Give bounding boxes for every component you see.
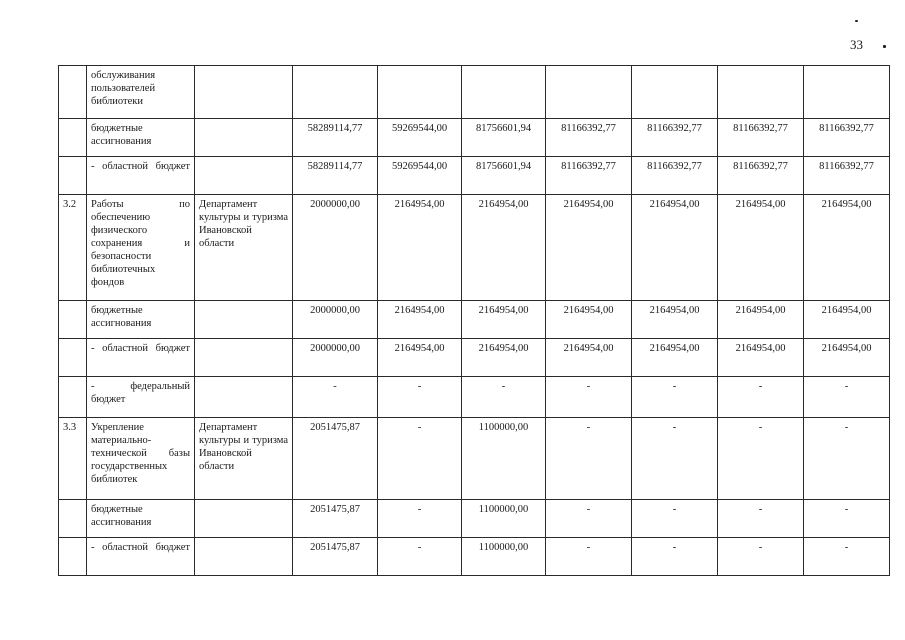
- row-number-cell: [59, 66, 87, 119]
- executor-cell: [195, 119, 293, 157]
- value-cell: 2000000,00: [293, 195, 378, 301]
- value-cell: 81166392,77: [804, 157, 890, 195]
- table-row: [59, 157, 890, 195]
- value-cell: 81756601,94: [462, 157, 546, 195]
- value-cell: -: [804, 418, 890, 500]
- value-cell: [632, 66, 718, 119]
- row-name-cell: - областной бюджет: [87, 339, 195, 377]
- row-number-cell: 3.2: [59, 195, 87, 301]
- value-cell: 81166392,77: [546, 119, 632, 157]
- value-cell: 2164954,00: [804, 195, 890, 301]
- row-number-cell: [59, 339, 87, 377]
- value-cell: 2164954,00: [546, 339, 632, 377]
- value-cell: -: [378, 377, 462, 418]
- table-row: [59, 500, 890, 538]
- executor-cell: [195, 157, 293, 195]
- executor-cell: Департамент культуры и туризма Ивановской области: [195, 418, 293, 500]
- value-cell: -: [632, 377, 718, 418]
- value-cell: [293, 66, 378, 119]
- value-cell: -: [632, 500, 718, 538]
- value-cell: 2164954,00: [632, 339, 718, 377]
- executor-cell: Департамент культуры и туризма Ивановской области: [195, 195, 293, 301]
- row-number-cell: [59, 119, 87, 157]
- table-row: [59, 339, 890, 377]
- value-cell: 2051475,87: [293, 418, 378, 500]
- value-cell: 58289114,77: [293, 119, 378, 157]
- value-cell: 59269544,00: [378, 119, 462, 157]
- value-cell: -: [293, 377, 378, 418]
- value-cell: 2164954,00: [632, 301, 718, 339]
- value-cell: -: [718, 538, 804, 576]
- value-cell: 81166392,77: [804, 119, 890, 157]
- row-name-cell: Работы по обеспечению физического сохранения и безопасности библиотечных фондов: [87, 195, 195, 301]
- value-cell: 2164954,00: [378, 339, 462, 377]
- value-cell: -: [718, 377, 804, 418]
- value-cell: 58289114,77: [293, 157, 378, 195]
- row-number-cell: [59, 500, 87, 538]
- value-cell: 2164954,00: [546, 195, 632, 301]
- executor-cell: [195, 377, 293, 418]
- table-row: [59, 418, 890, 500]
- value-cell: -: [632, 538, 718, 576]
- value-cell: 2164954,00: [546, 301, 632, 339]
- row-name-cell: - федеральный бюджет: [87, 377, 195, 418]
- row-name-cell: бюджетные ассигнования: [87, 119, 195, 157]
- value-cell: 81166392,77: [632, 157, 718, 195]
- value-cell: 81166392,77: [718, 119, 804, 157]
- row-name-cell: - областной бюджет: [87, 538, 195, 576]
- value-cell: 2164954,00: [804, 301, 890, 339]
- budget-table: [58, 65, 890, 576]
- value-cell: 1100000,00: [462, 538, 546, 576]
- value-cell: 2164954,00: [378, 195, 462, 301]
- value-cell: [378, 66, 462, 119]
- value-cell: 2164954,00: [462, 339, 546, 377]
- row-name-cell: бюджетные ассигнования: [87, 500, 195, 538]
- table-row: [59, 66, 890, 119]
- row-name-cell: Укрепление материально-технической базы государственных библиотек: [87, 418, 195, 500]
- value-cell: 81166392,77: [718, 157, 804, 195]
- value-cell: 2000000,00: [293, 339, 378, 377]
- value-cell: -: [462, 377, 546, 418]
- value-cell: 2164954,00: [632, 195, 718, 301]
- value-cell: 2164954,00: [804, 339, 890, 377]
- value-cell: 2051475,87: [293, 538, 378, 576]
- value-cell: -: [378, 418, 462, 500]
- executor-cell: [195, 301, 293, 339]
- row-name-cell: - областной бюджет: [87, 157, 195, 195]
- value-cell: 2164954,00: [378, 301, 462, 339]
- value-cell: -: [546, 538, 632, 576]
- value-cell: 2164954,00: [462, 195, 546, 301]
- executor-cell: [195, 66, 293, 119]
- value-cell: -: [632, 418, 718, 500]
- value-cell: 2000000,00: [293, 301, 378, 339]
- row-number-cell: [59, 157, 87, 195]
- value-cell: -: [546, 500, 632, 538]
- value-cell: -: [546, 418, 632, 500]
- row-number-cell: [59, 301, 87, 339]
- table-row: [59, 301, 890, 339]
- scan-speck: [855, 20, 858, 22]
- value-cell: [546, 66, 632, 119]
- value-cell: 1100000,00: [462, 418, 546, 500]
- table-row: [59, 119, 890, 157]
- value-cell: 81756601,94: [462, 119, 546, 157]
- value-cell: -: [804, 500, 890, 538]
- value-cell: 2164954,00: [718, 339, 804, 377]
- value-cell: 81166392,77: [546, 157, 632, 195]
- page-number: 33: [850, 37, 863, 52]
- value-cell: 2164954,00: [718, 301, 804, 339]
- executor-cell: [195, 500, 293, 538]
- value-cell: [804, 66, 890, 119]
- value-cell: 59269544,00: [378, 157, 462, 195]
- row-number-cell: 3.3: [59, 418, 87, 500]
- executor-cell: [195, 339, 293, 377]
- value-cell: 1100000,00: [462, 500, 546, 538]
- row-name-cell: бюджетные ассигнования: [87, 301, 195, 339]
- value-cell: 2164954,00: [462, 301, 546, 339]
- value-cell: 2164954,00: [718, 195, 804, 301]
- row-name-cell: обслуживания пользователей библиотеки: [87, 66, 195, 119]
- value-cell: -: [546, 377, 632, 418]
- value-cell: [718, 66, 804, 119]
- table-row: [59, 538, 890, 576]
- value-cell: 2051475,87: [293, 500, 378, 538]
- value-cell: -: [718, 418, 804, 500]
- value-cell: -: [804, 377, 890, 418]
- row-number-cell: [59, 377, 87, 418]
- value-cell: 81166392,77: [632, 119, 718, 157]
- scan-speck: [883, 45, 886, 48]
- table-row: [59, 195, 890, 301]
- table-row: [59, 377, 890, 418]
- value-cell: -: [804, 538, 890, 576]
- row-number-cell: [59, 538, 87, 576]
- value-cell: -: [378, 538, 462, 576]
- value-cell: [462, 66, 546, 119]
- value-cell: -: [718, 500, 804, 538]
- value-cell: -: [378, 500, 462, 538]
- executor-cell: [195, 538, 293, 576]
